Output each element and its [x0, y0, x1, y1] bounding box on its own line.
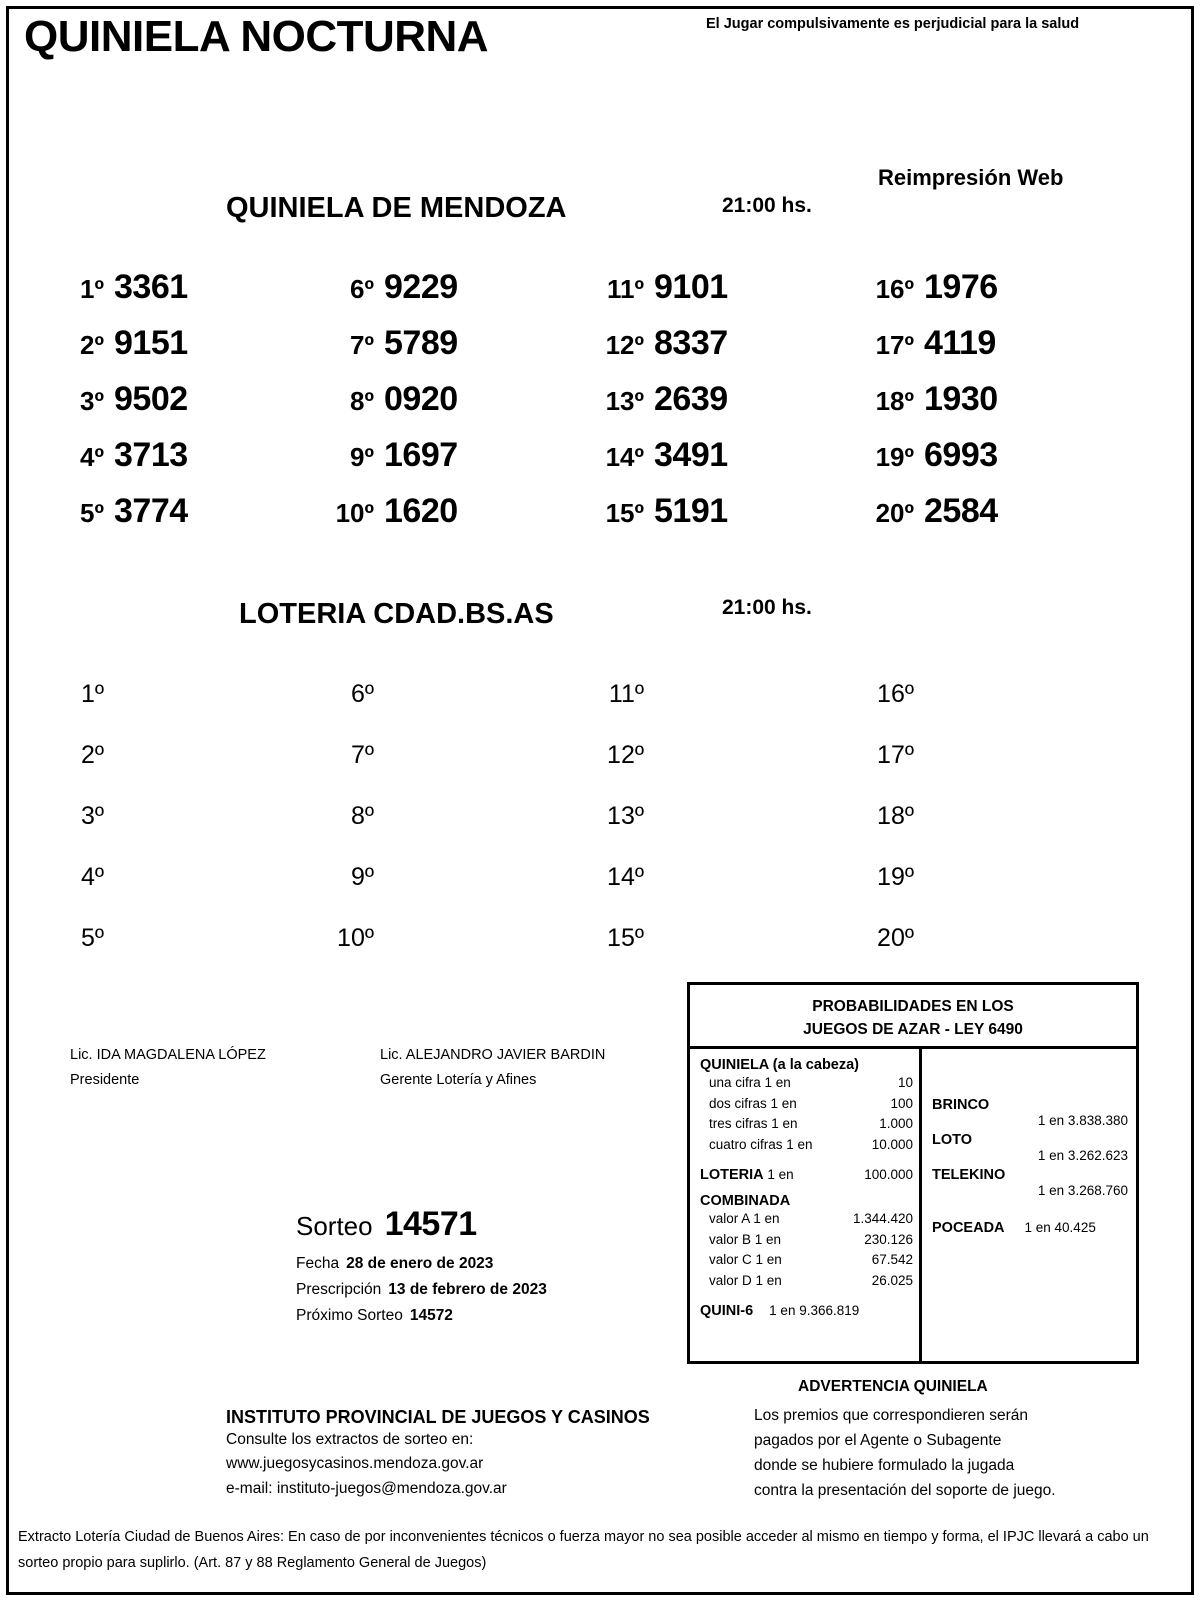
result-position: 5º	[80, 498, 104, 528]
sorteo-headline	[296, 1205, 547, 1244]
probability-value: 67.542	[871, 1252, 913, 1268]
result-position: 20º	[877, 924, 914, 952]
probability-label: valor D 1 en	[709, 1272, 782, 1288]
probability-value: 1.344.420	[852, 1211, 913, 1227]
section-title-loteria: LOTERIA CDAD.BS.AS	[239, 598, 554, 630]
sorteo-block	[296, 1205, 547, 1325]
result-number: 2584	[924, 492, 998, 530]
probability-value: 10	[897, 1075, 913, 1090]
result-cell	[868, 380, 1138, 436]
signature-manager-name: Lic. ALEJANDRO JAVIER BARDIN	[380, 1047, 606, 1063]
result-cell	[598, 380, 868, 436]
game-odds: 1 en 3.268.760	[1037, 1183, 1128, 1198]
institute-block	[226, 1407, 650, 1501]
result-cell	[868, 324, 1138, 380]
result-cell	[598, 863, 868, 924]
game-name: LOTO	[932, 1132, 973, 1148]
probability-label: valor C 1 en	[709, 1252, 782, 1268]
result-number: 3713	[114, 436, 188, 474]
probability-row	[700, 1135, 913, 1156]
result-position: 11º	[608, 680, 644, 708]
result-position: 13º	[605, 386, 644, 416]
result-position: 15º	[605, 498, 644, 528]
result-cell	[598, 924, 868, 985]
result-position: 17º	[877, 741, 914, 769]
results-grid-mendoza	[58, 268, 1138, 548]
result-cell	[598, 680, 868, 741]
result-cell	[598, 802, 868, 863]
quiniela-group-title: QUINIELA (a la cabeza)	[700, 1057, 860, 1073]
result-position: 18º	[875, 386, 914, 416]
quiniela-rows	[700, 1073, 913, 1155]
result-number: 8337	[654, 324, 728, 362]
result-position: 10º	[337, 924, 374, 952]
bottom-disclaimer: Extracto Lotería Ciudad de Buenos Aires: En caso de por inconvenientes técnicos o fuerza mayor no sea posible acceder al mismo en tiempo y forma, el IPJC llevará a cabo un sorteo propio para suplirlo. (Art. 87 y 88 Reglamento General de Juegos)	[18, 1529, 1149, 1572]
probability-label: una cifra 1 en	[709, 1075, 791, 1090]
result-position: 15º	[607, 924, 644, 952]
combinada-rows	[700, 1209, 913, 1291]
result-number: 1620	[384, 492, 458, 530]
right-games-list	[932, 1097, 1128, 1198]
result-position: 7º	[350, 330, 374, 360]
advertencia-lines	[754, 1403, 1056, 1503]
reimpresion-web-label: Reimpresión Web	[878, 165, 1064, 190]
result-position: 1º	[80, 680, 104, 708]
loteria-prob-name: LOTERIA	[700, 1167, 764, 1184]
gambling-warning-text: El Jugar compulsivamente es perjudicial para la salud	[706, 16, 1080, 32]
result-cell	[598, 436, 868, 492]
signature-president-role: Presidente	[70, 1072, 140, 1089]
probability-row	[700, 1073, 913, 1094]
result-number: 1976	[924, 268, 998, 306]
result-number: 9502	[114, 380, 188, 418]
probability-row	[700, 1271, 913, 1292]
result-position: 17º	[875, 330, 914, 360]
probabilities-left-column	[690, 1049, 922, 1361]
game-probability-block	[932, 1167, 1128, 1198]
result-position: 11º	[607, 274, 644, 304]
loteria-prob-label	[700, 1164, 794, 1187]
result-number: 6993	[924, 436, 998, 474]
result-number: 5191	[654, 492, 728, 530]
result-cell	[58, 492, 328, 548]
probability-value: 26.025	[871, 1272, 913, 1288]
institute-website: www.juegosycasinos.mendoza.gov.ar	[226, 1455, 484, 1473]
probability-label: cuatro cifras 1 en	[709, 1136, 813, 1152]
result-number: 0920	[384, 380, 458, 418]
sorteo-number: 14571	[384, 1205, 477, 1243]
game-name: TELEKINO	[932, 1167, 1006, 1183]
result-cell	[328, 741, 598, 802]
result-position: 12º	[605, 330, 644, 360]
sorteo-prescripcion-value: 13 de febrero de 2023	[388, 1281, 547, 1298]
signature-president-name: Lic. IDA MAGDALENA LÓPEZ	[70, 1047, 266, 1063]
probabilities-heading-line1: PROBABILIDADES EN LOS	[812, 998, 1014, 1015]
signature-manager	[380, 1043, 605, 1094]
result-position: 8º	[350, 802, 374, 830]
result-cell	[868, 680, 1138, 741]
sorteo-proximo-row	[296, 1307, 547, 1325]
spacer	[700, 1291, 913, 1300]
probabilities-box	[687, 982, 1139, 1364]
result-position: 10º	[335, 498, 374, 528]
probability-value: 10.000	[871, 1136, 913, 1152]
result-position: 3º	[80, 386, 104, 416]
section-time-mendoza: 21:00 hs.	[722, 194, 812, 217]
advertencia-title: ADVERTENCIA QUINIELA	[798, 1378, 988, 1395]
result-cell	[868, 436, 1138, 492]
probability-label: dos cifras 1 en	[709, 1095, 797, 1111]
result-position: 19º	[877, 863, 914, 891]
result-cell	[58, 802, 328, 863]
game-odds: 1 en 3.838.380	[1037, 1113, 1128, 1128]
sorteo-prescripcion-row	[296, 1281, 547, 1299]
loteria-prob-value: 100.000	[864, 1167, 913, 1183]
sorteo-prescripcion-label: Prescripción	[296, 1281, 382, 1298]
result-cell	[328, 492, 598, 548]
game-name: BRINCO	[932, 1097, 990, 1113]
signature-president	[70, 1043, 266, 1094]
result-position: 2º	[80, 741, 104, 769]
probability-label: valor B 1 en	[709, 1231, 782, 1247]
sorteo-proximo-label: Próximo Sorteo	[296, 1307, 403, 1324]
results-grid-loteria	[58, 680, 1138, 985]
result-position: 9º	[350, 863, 374, 891]
game-odds: 1 en 3.262.623	[1037, 1148, 1128, 1163]
result-position: 14º	[605, 442, 644, 472]
result-number: 9101	[654, 268, 728, 306]
loteria-prob-sub: 1 en	[767, 1167, 794, 1183]
result-cell	[598, 268, 868, 324]
section-title-mendoza: QUINIELA DE MENDOZA	[226, 192, 567, 224]
probability-value: 1.000	[879, 1116, 913, 1132]
result-position: 7º	[350, 741, 374, 769]
result-cell	[328, 380, 598, 436]
result-cell	[328, 436, 598, 492]
result-number: 5789	[384, 324, 458, 362]
institute-consulte: Consulte los extractos de sorteo en:	[226, 1431, 474, 1448]
result-cell	[58, 436, 328, 492]
probability-value: 100	[890, 1095, 913, 1111]
result-position: 16º	[875, 274, 914, 304]
result-number: 1697	[384, 436, 458, 474]
result-position: 9º	[350, 442, 374, 472]
probability-row	[700, 1114, 913, 1135]
result-position: 12º	[607, 741, 644, 769]
probabilities-body	[690, 1049, 1136, 1361]
advertencia-line: contra la presentación del soporte de juego.	[754, 1482, 1056, 1500]
result-cell	[328, 924, 598, 985]
result-cell	[58, 380, 328, 436]
result-cell	[868, 741, 1138, 802]
advertencia-line: Los premios que correspondieren serán	[754, 1407, 1028, 1424]
result-cell	[598, 324, 868, 380]
result-number: 4119	[924, 324, 996, 362]
advertencia-line: pagados por el Agente o Subagente	[754, 1432, 1002, 1450]
result-position: 5º	[80, 924, 104, 952]
result-cell	[868, 924, 1138, 985]
probability-row	[700, 1209, 913, 1230]
result-cell	[328, 324, 598, 380]
sorteo-proximo-value: 14572	[409, 1307, 453, 1324]
result-cell	[868, 863, 1138, 924]
poceada-value: 1 en 40.425	[1024, 1220, 1096, 1235]
institute-email: e-mail: instituto-juegos@mendoza.gov.ar	[226, 1479, 507, 1497]
result-cell	[598, 741, 868, 802]
result-number: 3491	[654, 436, 728, 474]
result-position: 8º	[350, 386, 374, 416]
page-title: QUINIELA NOCTURNA	[24, 12, 489, 61]
sorteo-fecha-value: 28 de enero de 2023	[346, 1255, 494, 1272]
advertencia-block	[754, 1378, 1056, 1503]
result-cell	[328, 802, 598, 863]
result-cell	[58, 863, 328, 924]
quini6-row	[700, 1300, 913, 1323]
probability-label: valor A 1 en	[709, 1211, 780, 1227]
probability-label: tres cifras 1 en	[709, 1116, 798, 1132]
result-cell	[58, 741, 328, 802]
spacer	[700, 1155, 913, 1164]
poceada-row	[932, 1220, 1128, 1236]
result-position: 6º	[350, 680, 374, 708]
quini6-label: QUINI-6	[700, 1303, 754, 1320]
result-cell	[868, 802, 1138, 863]
result-number: 1930	[924, 380, 998, 418]
result-cell	[58, 324, 328, 380]
sorteo-fecha-label: Fecha	[296, 1255, 340, 1272]
result-cell	[328, 680, 598, 741]
result-cell	[58, 924, 328, 985]
sorteo-fecha-row	[296, 1255, 547, 1273]
probabilities-heading	[690, 985, 1136, 1049]
result-cell	[868, 268, 1138, 324]
combinada-group-title: COMBINADA	[700, 1193, 791, 1210]
poceada-label: POCEADA	[932, 1220, 1005, 1236]
result-position: 4º	[80, 442, 104, 472]
result-cell	[868, 492, 1138, 548]
probability-value: 230.126	[864, 1231, 913, 1247]
advertencia-line: donde se hubiere formulado la jugada	[754, 1457, 1015, 1475]
result-number: 3361	[114, 268, 188, 306]
result-position: 20º	[875, 498, 914, 528]
result-position: 19º	[875, 442, 914, 472]
result-number: 9229	[384, 268, 458, 306]
result-position: 3º	[80, 802, 104, 830]
result-cell	[328, 863, 598, 924]
result-number: 9151	[114, 324, 188, 362]
result-position: 16º	[877, 680, 914, 708]
signature-manager-role: Gerente Lotería y Afines	[380, 1072, 537, 1089]
result-number: 2639	[654, 380, 728, 418]
result-cell	[58, 268, 328, 324]
probability-row	[700, 1094, 913, 1115]
result-number: 3774	[114, 492, 188, 530]
sorteo-label: Sorteo	[296, 1211, 373, 1241]
result-position: 1º	[80, 274, 104, 304]
result-cell	[598, 492, 868, 548]
institute-title: INSTITUTO PROVINCIAL DE JUEGOS Y CASINOS	[226, 1407, 650, 1427]
section-time-loteria: 21:00 hs.	[722, 596, 812, 619]
probability-row	[700, 1250, 913, 1271]
game-probability-block	[932, 1132, 1128, 1163]
probabilities-right-column	[922, 1049, 1136, 1361]
result-position: 2º	[80, 330, 104, 360]
result-cell	[58, 680, 328, 741]
result-position: 18º	[877, 802, 914, 830]
loteria-prob-row	[700, 1164, 913, 1187]
quini6-value: 1 en 9.366.819	[769, 1303, 860, 1319]
result-position: 13º	[607, 802, 644, 830]
result-position: 14º	[607, 863, 644, 891]
probabilities-heading-line2: JUEGOS DE AZAR - LEY 6490	[803, 1021, 1023, 1039]
result-position: 6º	[350, 274, 374, 304]
probability-row	[700, 1230, 913, 1251]
result-position: 4º	[80, 863, 104, 891]
result-cell	[328, 268, 598, 324]
game-probability-block	[932, 1097, 1128, 1128]
